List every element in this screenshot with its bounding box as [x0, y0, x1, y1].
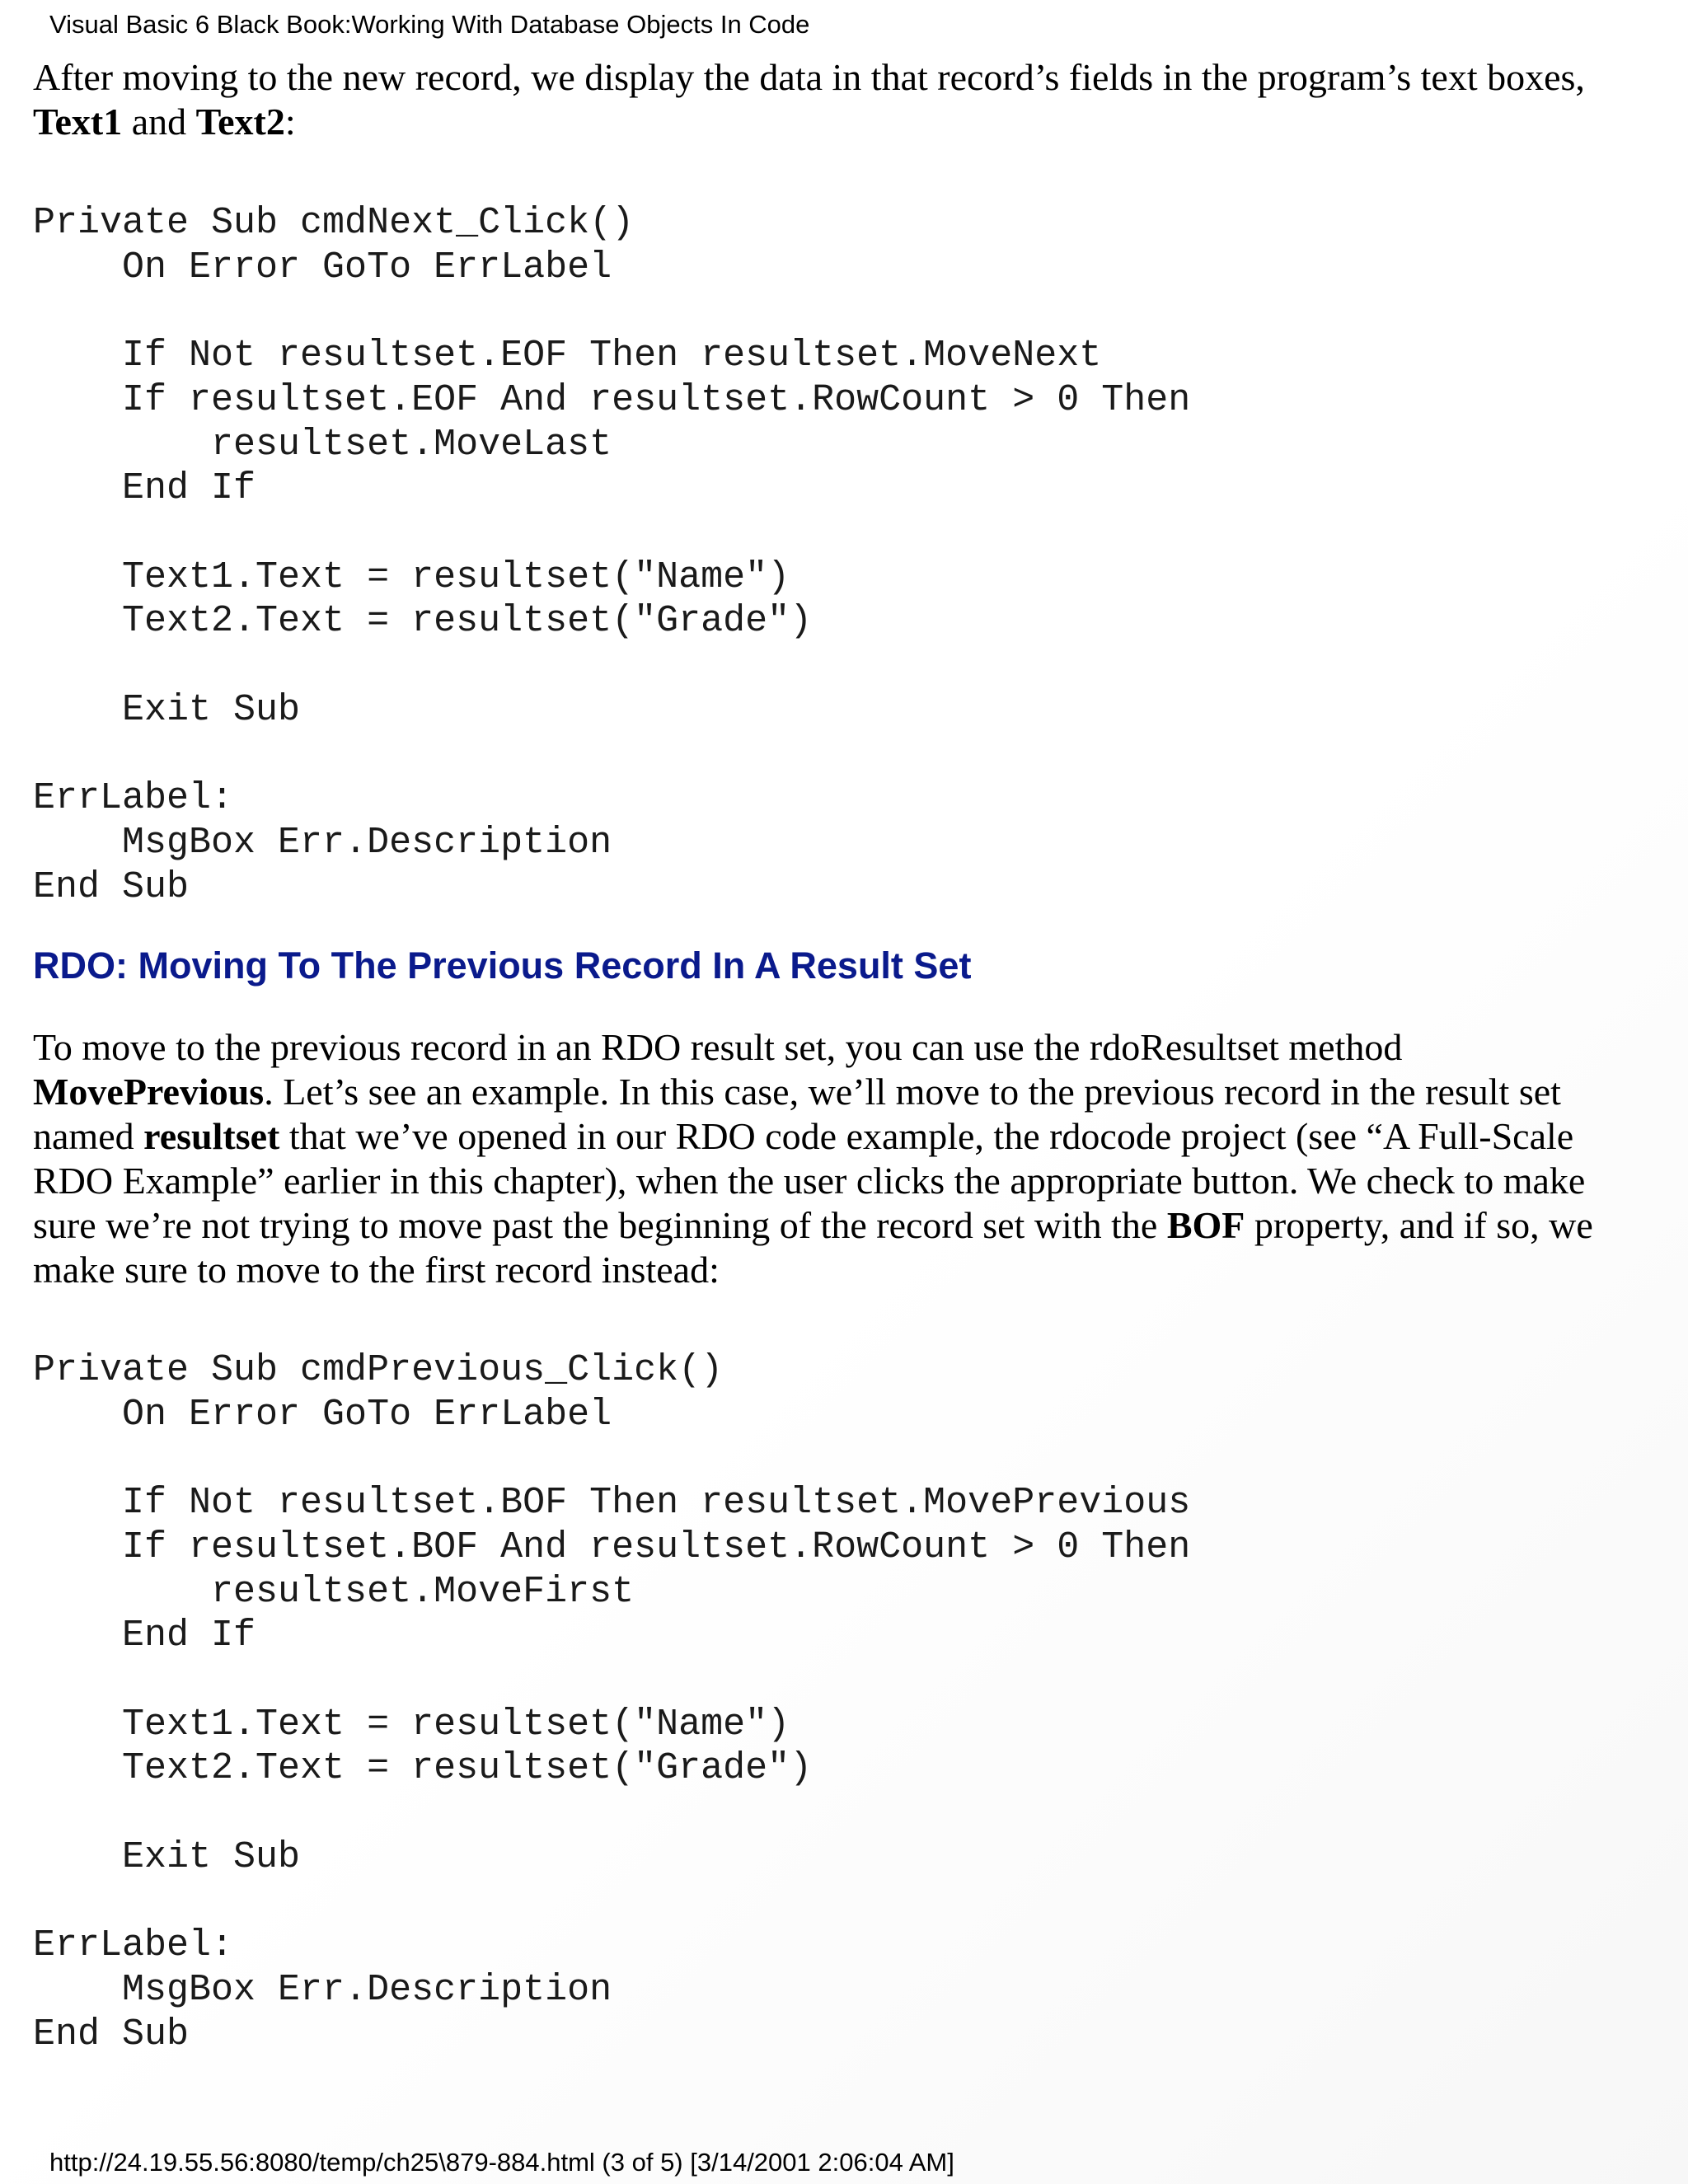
code-line: Text2.Text = resultset("Grade")	[33, 600, 813, 643]
code-line: If resultset.EOF And resultset.RowCount > 0 Then	[33, 378, 1191, 421]
code-line: End If	[33, 1615, 256, 1657]
body-line-2: . Let’s see an example. In this case, we’ll move to the previous record in the result set	[264, 1071, 1561, 1113]
body-line-1: To move to the previous record in an RDO result set, you can use the rdoResultset method	[33, 1026, 1403, 1068]
code-line: resultset.MoveFirst	[33, 1570, 635, 1613]
running-header: Visual Basic 6 Black Book:Working With Database Objects In Code	[49, 10, 810, 39]
body-line-4: RDO Example” earlier in this chapter), when the user clicks the appropriate button. We check to make	[33, 1160, 1586, 1202]
bof-term: BOF	[1166, 1204, 1245, 1246]
code-line: If resultset.BOF And resultset.RowCount > 0 Then	[33, 1526, 1191, 1568]
text2-term: Text2	[195, 101, 285, 143]
code-line	[33, 511, 1190, 555]
code-line: On Error GoTo ErrLabel	[33, 1393, 612, 1436]
code-line: ErrLabel:	[33, 777, 234, 820]
body-paragraph	[33, 1025, 1661, 1292]
code-line: MsgBox Err.Description	[33, 1968, 612, 2011]
code-line: End If	[33, 467, 256, 510]
code-line: Private Sub cmdNext_Click()	[33, 202, 635, 244]
intro-colon: :	[284, 101, 296, 143]
body-line-5: property, and if so, we	[1245, 1204, 1593, 1246]
intro-paragraph	[33, 55, 1661, 144]
code-line: Exit Sub	[33, 1835, 301, 1878]
code-line: On Error GoTo ErrLabel	[33, 246, 612, 288]
code-line: End Sub	[33, 865, 190, 908]
code-line	[33, 289, 1190, 334]
code-line: Private Sub cmdPrevious_Click()	[33, 1349, 724, 1391]
code-line: Text1.Text = resultset("Name")	[33, 1703, 790, 1746]
code-line: ErrLabel:	[33, 1924, 234, 1967]
body-line-3: that we’ve opened in our RDO code example, the rdocode project (see “A Full-Scale	[279, 1115, 1574, 1157]
code-line: resultset.MoveLast	[33, 423, 612, 466]
body-line-5-start: sure we’re not trying to move past the beginning of the record set with the	[33, 1204, 1167, 1246]
code-line	[33, 1791, 1190, 1835]
moveprevious-term: MovePrevious	[33, 1071, 265, 1113]
body-line-6: make sure to move to the first record instead:	[33, 1249, 720, 1291]
code-line	[33, 732, 1190, 776]
code-line: MsgBox Err.Description	[33, 821, 612, 864]
resultset-term: resultset	[143, 1115, 280, 1157]
code-block-cmdnext	[33, 201, 1190, 909]
code-block-cmdprevious	[33, 1348, 1190, 2056]
code-line: Exit Sub	[33, 688, 301, 731]
code-line	[33, 1879, 1190, 1924]
text1-term: Text1	[33, 101, 123, 143]
code-line: If Not resultset.BOF Then resultset.MovePrevious	[33, 1482, 1191, 1525]
code-line: Text2.Text = resultset("Grade")	[33, 1747, 813, 1790]
source-url-footer: http://24.19.55.56:8080/temp/ch25\879-884.html (3 of 5) [3/14/2001 2:06:04 AM]	[49, 2148, 954, 2177]
code-line: If Not resultset.EOF Then resultset.MoveNext	[33, 335, 1102, 377]
intro-line-1: After moving to the new record, we display the data in that record’s fields in the program’s text boxes,	[33, 56, 1585, 98]
code-line	[33, 1658, 1190, 1703]
section-heading: RDO: Moving To The Previous Record In A Result Set	[33, 944, 972, 987]
code-line: Text1.Text = resultset("Name")	[33, 555, 790, 598]
intro-and: and	[122, 101, 196, 143]
code-line	[33, 644, 1190, 688]
body-line-3-start: named	[33, 1115, 144, 1157]
code-line: End Sub	[33, 2013, 190, 2055]
code-line	[33, 1436, 1190, 1481]
